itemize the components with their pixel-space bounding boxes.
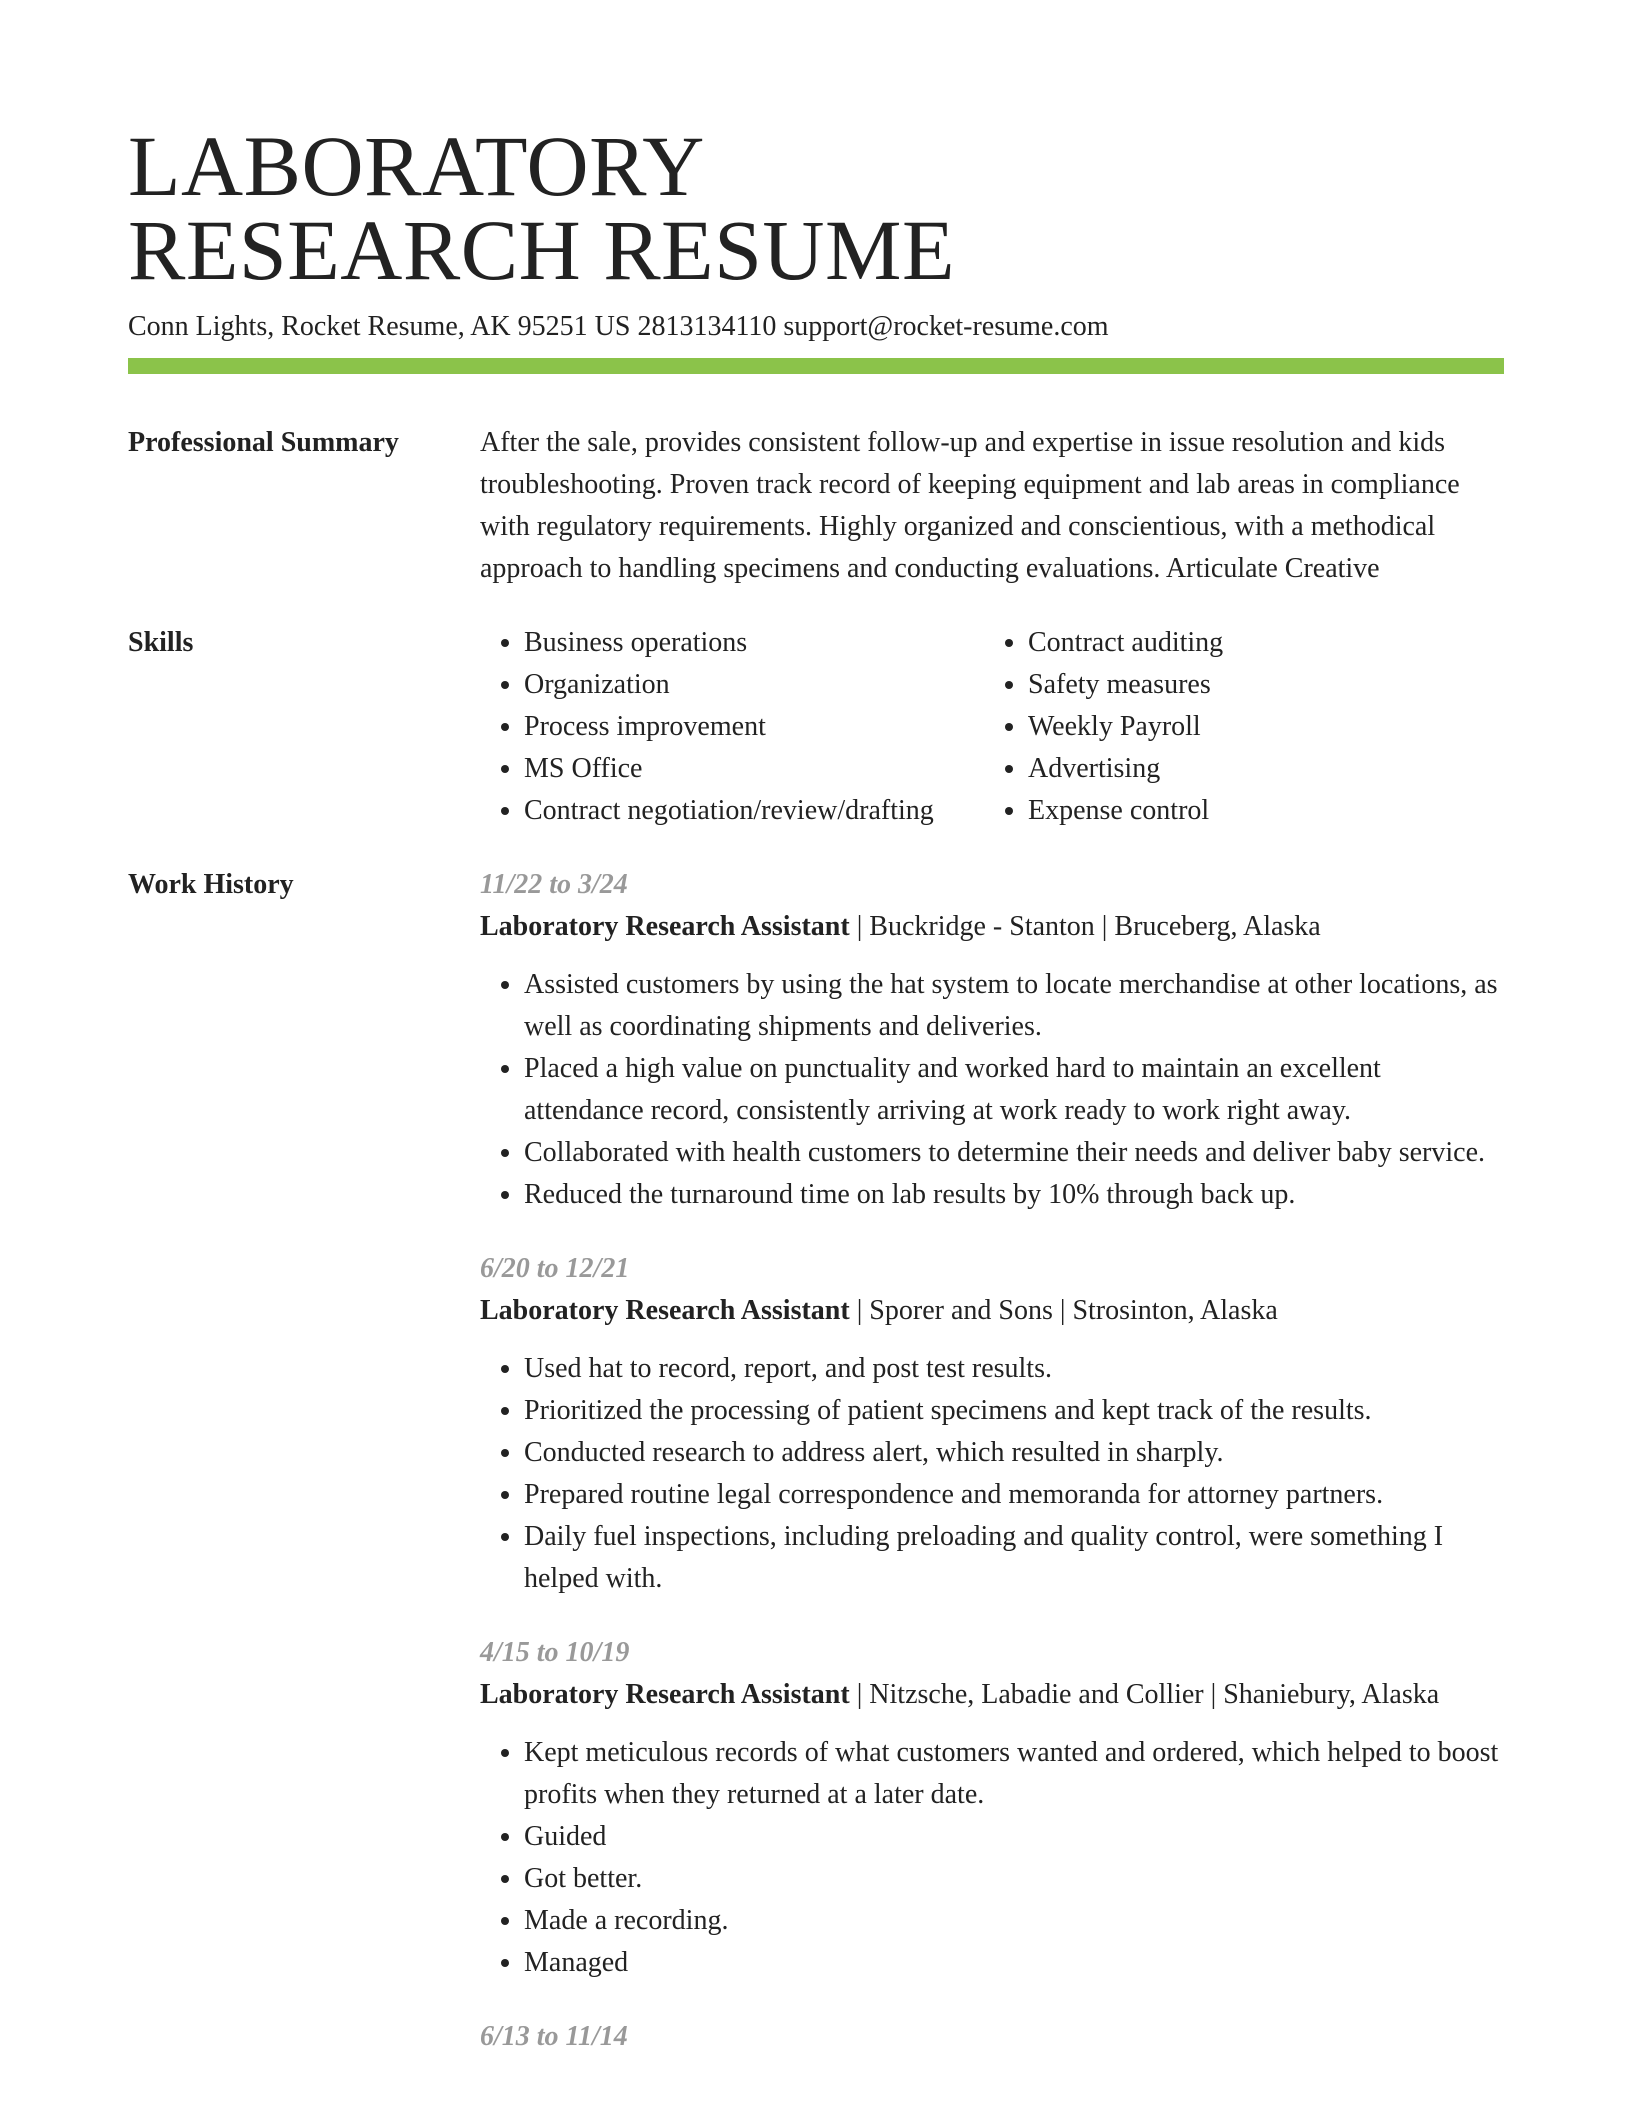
job-title: Laboratory Research Assistant [480,911,850,942]
skill-item: • Safety measures [1028,664,1223,706]
job-bullet: • Collaborated with health customers to determine their needs and deliver baby service. [524,1132,1504,1174]
job-bullet: • Prepared routine legal correspondence and memoranda for attorney partners. [524,1474,1504,1516]
job-bullet: • Conducted research to address alert, which resulted in sharply. [524,1432,1504,1474]
job-bullet: • Assisted customers by using the hat system to locate merchandise at other locations, as well as coordinating shipments and deliveries. [524,964,1504,1048]
job-title: Laboratory Research Assistant [480,1295,850,1326]
skill-item: • Expense control [1028,790,1223,832]
job-bullets [480,1732,1504,1984]
summary-label: Professional Summary [128,427,399,458]
summary-section [128,422,1504,590]
job-bullet: • Daily fuel inspections, including preloading and quality control, were something I helped with. [524,1516,1504,1600]
skill-item: • MS Office [524,748,984,790]
skill-item: • Weekly Payroll [1028,706,1223,748]
resume-page [128,118,1504,2090]
job-bullet: • Placed a high value on punctuality and worked hard to maintain an excellent attendance record, consistently arriving at work ready to work right away. [524,1048,1504,1132]
job-bullet: • Managed [524,1942,1504,1984]
skills-section [128,622,1504,832]
skill-item: • Contract auditing [1028,622,1223,664]
job-entry [480,1248,1504,1600]
skills-column-1 [480,622,984,832]
job-company-location: | Buckridge - Stanton | Bruceberg, Alaska [849,911,1321,942]
job-dates: 6/20 to 12/21 [480,1253,630,1284]
skill-item: • Process improvement [524,706,984,748]
work-history-label: Work History [128,869,294,900]
skill-item: • Organization [524,664,984,706]
job-bullet: • Guided [524,1816,1504,1858]
job-bullet: • Kept meticulous records of what customers wanted and ordered, which helped to boost profits when they returned at a later date. [524,1732,1504,1816]
job-bullet: • Made a recording. [524,1900,1504,1942]
job-dates: 11/22 to 3/24 [480,869,628,900]
job-title: Laboratory Research Assistant [480,1679,850,1710]
skills-list [480,622,1504,832]
job-entry [480,1632,1504,1984]
summary-text: After the sale, provides consistent follow-up and expertise in issue resolution and kids troubleshooting. Proven track record of keeping equipment and lab areas in compliance with regulatory requirements. Highly organized and conscientious, with a methodical approach to handling specimens and conducting evaluations. Articulate Creative [480,427,1460,584]
job-dates: 6/13 to 11/14 [480,2021,628,2052]
job-bullets [480,964,1504,1216]
job-bullet: • Prioritized the processing of patient specimens and kept track of the results. [524,1390,1504,1432]
job-heading [480,906,1504,948]
job-bullet: • Reduced the turnaround time on lab results by 10% through back up. [524,1174,1504,1216]
work-history-section [128,864,1504,2090]
job-bullet: • Got better. [524,1858,1504,1900]
job-dates: 4/15 to 10/19 [480,1637,630,1668]
title-line-2: RESEARCH RESUME [128,202,956,298]
skill-item: • Advertising [1028,748,1223,790]
resume-title [128,118,1504,298]
job-entry [480,864,1504,1216]
job-heading [480,1290,1504,1332]
job-heading [480,1674,1504,1716]
skills-column-2 [984,622,1223,832]
skill-item: • Business operations [524,622,984,664]
job-company-location: | Sporer and Sons | Strosinton, Alaska [849,1295,1278,1326]
job-company-location: | Nitzsche, Labadie and Collier | Shaniebury, Alaska [849,1679,1440,1710]
accent-divider [128,358,1504,374]
job-bullet: • Used hat to record, report, and post test results. [524,1348,1504,1390]
job-entry [480,2016,1504,2058]
title-line-1: LABORATORY [128,118,705,214]
job-bullets [480,1348,1504,1600]
skill-item: • Contract negotiation/review/drafting [524,790,984,832]
contact-line: Conn Lights, Rocket Resume, AK 95251 US 2813134110 support@rocket-resume.com [128,311,1109,342]
skills-label: Skills [128,627,194,658]
work-history-list [480,864,1504,2090]
